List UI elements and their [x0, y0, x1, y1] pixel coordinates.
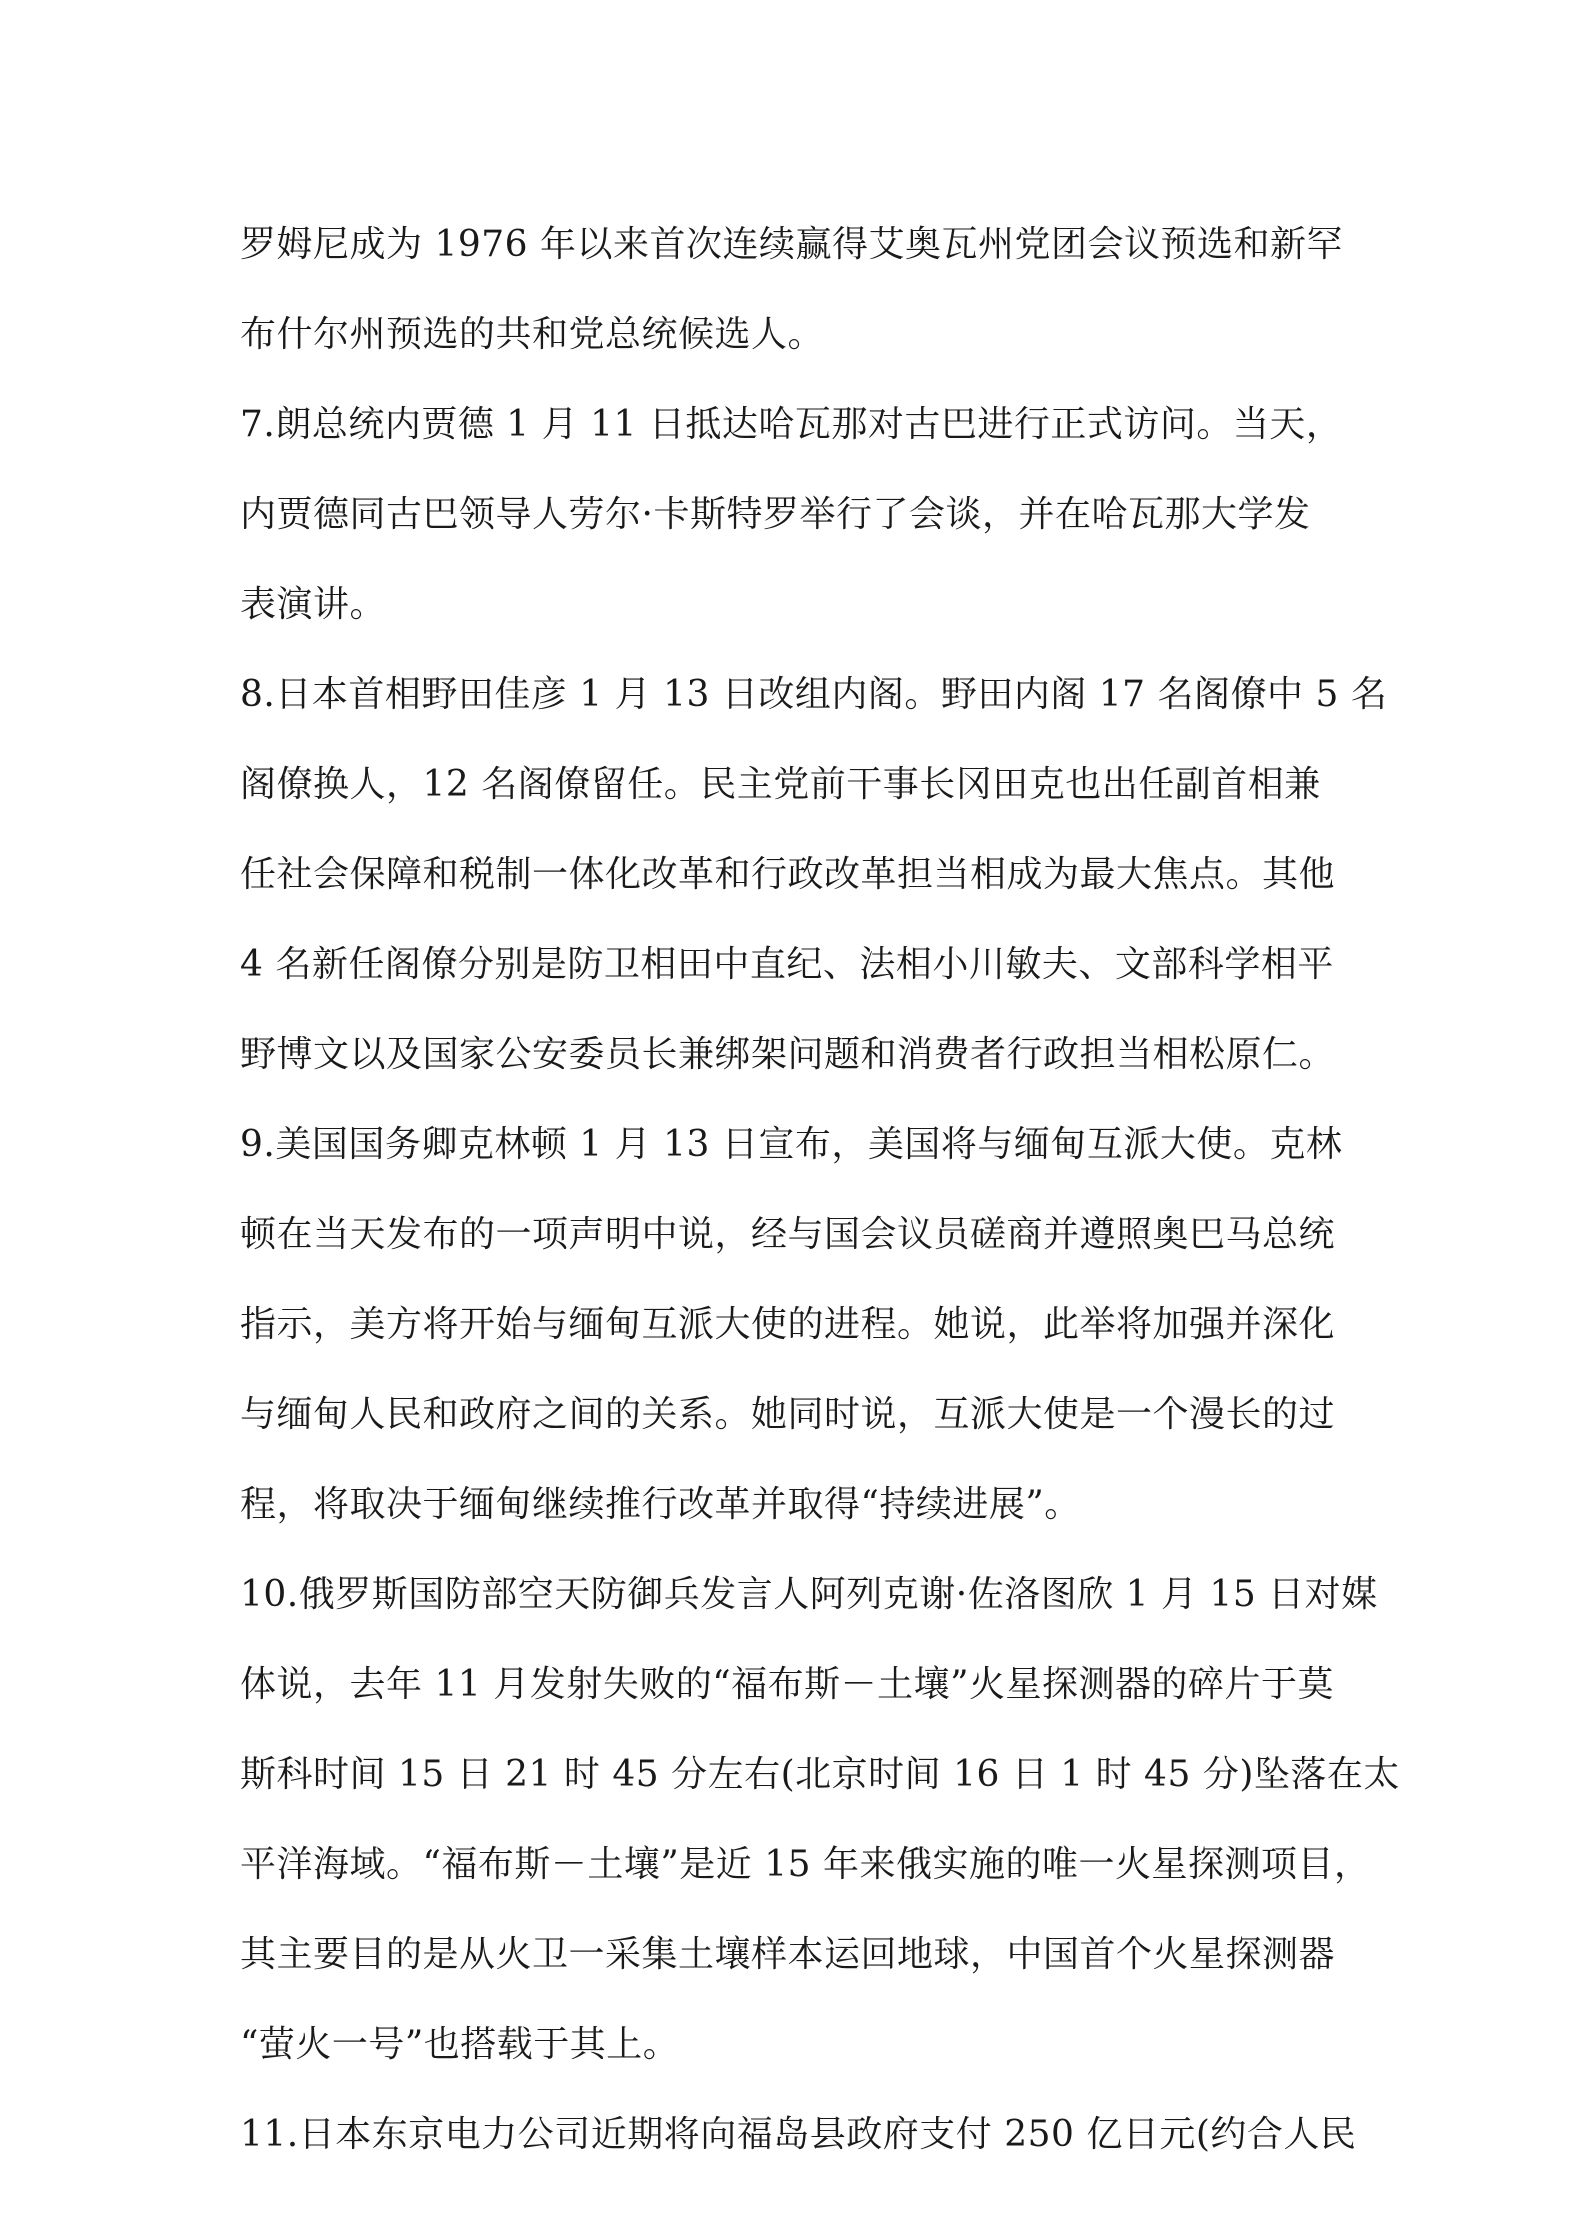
text-line: 布什尔州预选的共和党总统候选人。: [240, 314, 825, 355]
text-line: 与缅甸人民和政府之间的关系。她同时说，互派大使是一个漫长的过: [240, 1394, 1336, 1435]
text-line: “萤火一号”也搭载于其上。: [240, 2024, 680, 2065]
text-line: 罗姆尼成为 1976 年以来首次连续赢得艾奥瓦州党团会议预选和新罕: [240, 224, 1344, 265]
text-line: 指示，美方将开始与缅甸互派大使的进程。她说，此举将加强并深化: [240, 1304, 1336, 1345]
text-line: 7.朗总统内贾德 1 月 11 日抵达哈瓦那对古巴进行正式访问。当天，: [240, 404, 1343, 445]
text-line: 斯科时间 15 日 21 时 45 分左右(北京时间 16 日 1 时 45 分)坠落在太: [240, 1754, 1400, 1795]
text-line: 其主要目的是从火卫一采集土壤样本运回地球，中国首个火星探测器: [240, 1934, 1336, 1975]
text-line: 9.美国国务卿克林顿 1 月 13 日宣布，美国将与缅甸互派大使。克林: [240, 1124, 1343, 1165]
body-text: [240, 200, 1400, 2180]
text-line: 4 名新任阁僚分别是防卫相田中直纪、法相小川敏夫、文部科学相平: [240, 944, 1334, 985]
text-line: 程，将取决于缅甸继续推行改革并取得“持续进展”。: [240, 1484, 1081, 1525]
text-line: 8.日本首相野田佳彦 1 月 13 日改组内阁。野田内阁 17 名阁僚中 5 名: [240, 674, 1388, 715]
text-line: 表演讲。: [240, 584, 387, 625]
text-line: 11.日本东京电力公司近期将向福岛县政府支付 250 亿日元(约合人民: [240, 2114, 1357, 2155]
text-line: 体说，去年 11 月发射失败的“福布斯－土壤”火星探测器的碎片于莫: [240, 1664, 1335, 1705]
text-line: 任社会保障和税制一体化改革和行政改革担当相成为最大焦点。其他: [240, 854, 1336, 895]
text-line: 内贾德同古巴领导人劳尔·卡斯特罗举行了会谈，并在哈瓦那大学发: [240, 494, 1311, 535]
text-line: 顿在当天发布的一项声明中说，经与国会议员磋商并遵照奥巴马总统: [240, 1214, 1336, 1255]
text-line: 平洋海域。“福布斯－土壤”是近 15 年来俄实施的唯一火星探测项目，: [240, 1844, 1371, 1885]
text-line: 野博文以及国家公安委员长兼绑架问题和消费者行政担当相松原仁。: [240, 1034, 1336, 1075]
text-line: 10.俄罗斯国防部空天防御兵发言人阿列克谢·佐洛图欣 1 月 15 日对媒: [240, 1574, 1378, 1615]
text-line: 阁僚换人，12 名阁僚留任。民主党前干事长冈田克也出任副首相兼: [240, 764, 1321, 805]
